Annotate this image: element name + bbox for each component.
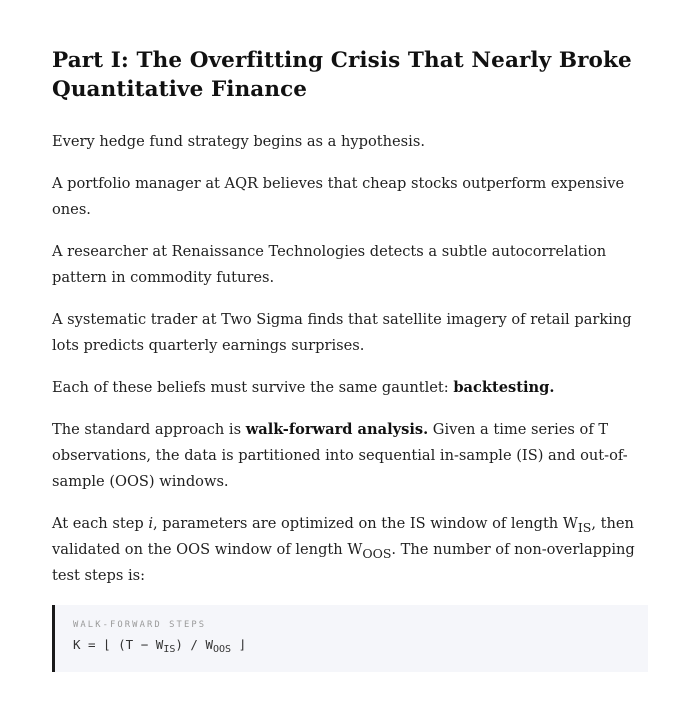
- step-text-3: , then validated on the OOS window of length W: [52, 515, 634, 558]
- subscript-is: IS: [577, 520, 592, 535]
- paragraph-walk-forward: [52, 417, 648, 495]
- formula-subscript-is: IS: [163, 644, 176, 655]
- walk-forward-description: Given a time series of T observations, the data is partitioned into sequential in-sample (IS) and out-of-sample (OOS) windows.: [52, 421, 628, 490]
- formula-subscript-oos: OOS: [213, 644, 232, 655]
- formula-block: [52, 605, 648, 672]
- paragraph-gauntlet: [52, 375, 648, 401]
- gauntlet-text: Each of these beliefs must survive the same gauntlet:: [52, 379, 454, 396]
- backtesting-term: backtesting.: [453, 379, 555, 396]
- subscript-oos: OOS: [362, 546, 392, 561]
- walk-forward-formula: [73, 636, 648, 654]
- step-text-2: , parameters are optimized on the IS window of length W: [152, 515, 578, 532]
- walk-forward-lead: The standard approach is: [52, 421, 246, 438]
- formula-lhs: K = ⌊ (T − W: [73, 637, 164, 652]
- paragraph-two-sigma: A systematic trader at Two Sigma finds that satellite imagery of retail parking lots predicts quarterly earnings surprises.: [52, 311, 632, 354]
- formula-rhs: ⌋: [231, 637, 247, 652]
- paragraph-step-definition: [52, 511, 648, 589]
- formula-label: WALK-FORWARD STEPS: [73, 620, 207, 630]
- walk-forward-term: walk-forward analysis.: [245, 421, 429, 438]
- formula-mid: ) / W: [175, 637, 213, 652]
- paragraph-renaissance: A researcher at Renaissance Technologies detects a subtle autocorrelation pattern in commodity futures.: [52, 243, 607, 286]
- page-title: Part I: The Overfitting Crisis That Nearly Broke Quantitative Finance: [52, 48, 632, 102]
- paragraph-hypothesis: Every hedge fund strategy begins as a hypothesis.: [52, 133, 425, 150]
- step-text-4: . The number of non-overlapping test steps is:: [52, 541, 635, 584]
- step-text-1: At each step: [52, 515, 149, 532]
- article: [52, 46, 648, 672]
- paragraph-aqr: A portfolio manager at AQR believes that cheap stocks outperform expensive ones.: [52, 175, 625, 218]
- step-index-variable: i: [148, 515, 153, 532]
